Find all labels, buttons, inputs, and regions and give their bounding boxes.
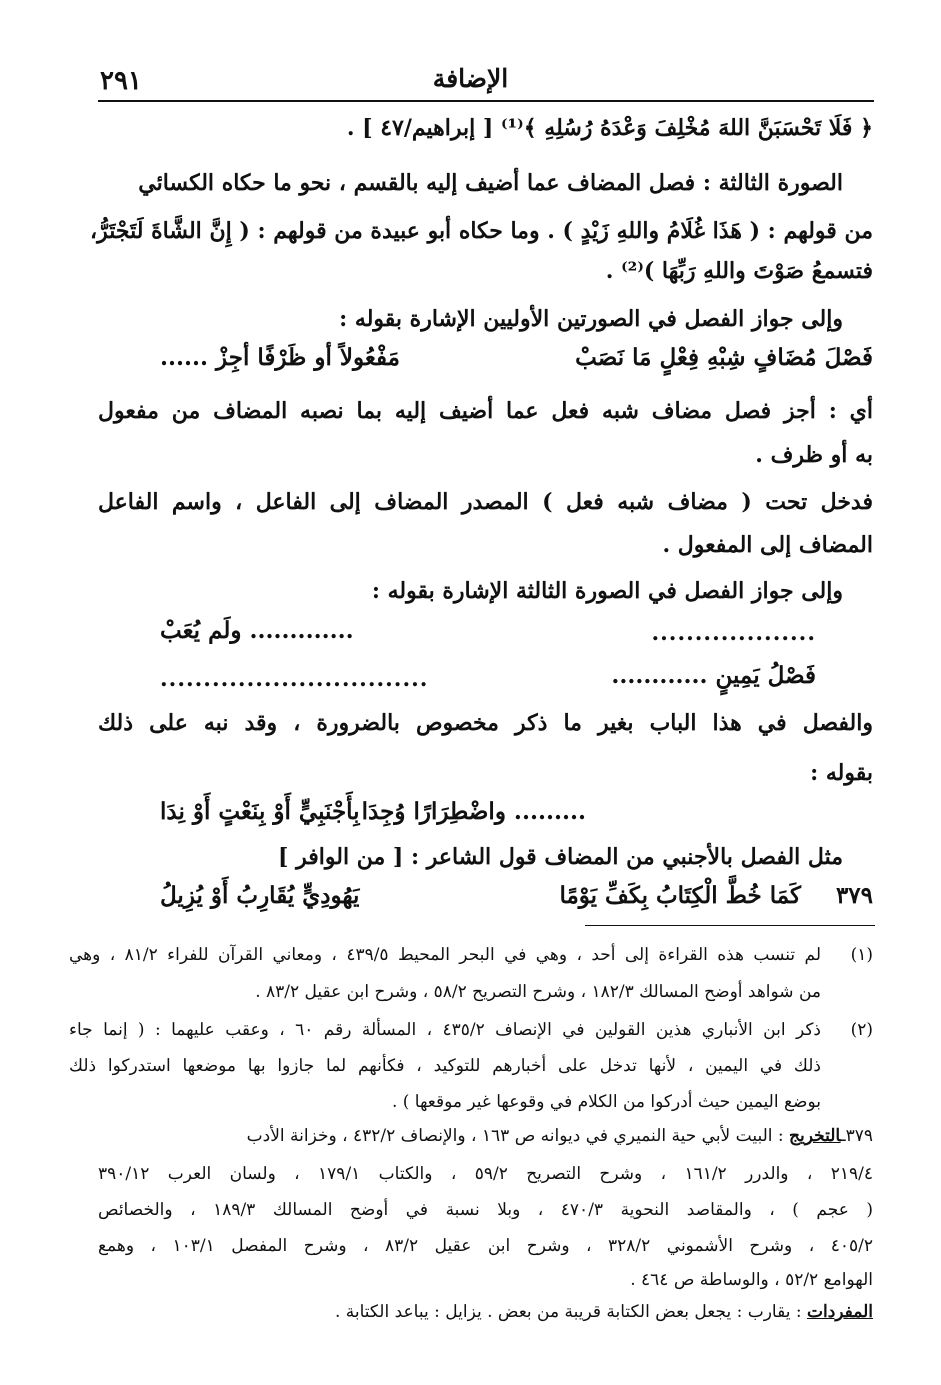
footnote-rule <box>585 925 875 926</box>
explanation-line-1: أي : أجز فصل مضاف شبه فعل عما أضيف إليه بما نصبه المضاف من مفعول <box>98 398 873 424</box>
footnote-1-line-1: لم تنسب هذه القراءة إلى أحد ، وهي في البحر المحيط ٤٣٩/٥ ، ومعاني القرآن للفراء ٨١/٢ ، وهي <box>69 945 821 965</box>
verse2a-second-hemistich: ............. ولَم يُعَبْ <box>160 617 354 644</box>
example-verse-number: ٣٧٩ <box>835 882 873 909</box>
page-number: ٢٩١ <box>100 66 142 96</box>
takhrij-line-5: الهوامع ٥٢/٢ ، والوساطة ص ٤٦٤ . <box>630 1270 873 1290</box>
takhrij-line-1 <box>247 1128 873 1145</box>
footnote-2-line-1: ذكر ابن الأنباري هذين القولين في الإنصاف ٤٣٥/٢ ، المسألة رقم ٦٠ ، وعقب عليهما : ( إنما جاء <box>69 1020 821 1040</box>
takhrij-line-2: ٢١٩/٤ ، والدرر ١٦١/٢ ، وشرح التصريح ٥٩/٢ ، والكتاب ١٧٩/١ ، ولسان العرب ٣٩٠/١٢ <box>98 1164 873 1184</box>
verse2b-first-hemistich: فَصْلُ يَمِينٍ ............ <box>611 662 816 689</box>
explanation-line-2: به أو ظرف . <box>755 442 873 468</box>
quran-citation: ﴿ فَلَا تَحْسَبَنَّ اللهَ مُخْلِفَ وَعْدَهُ رُسُلِهِ ﴾⁽¹⁾ [ إبراهيم/٤٧ ] . <box>346 115 873 141</box>
takhrij-label: التخريج <box>789 1126 841 1146</box>
takhrij-line-3: ( عجم ) ، والمقاصد النحوية ٤٧٠/٣ ، وبلا نسبة في أوضح المسالك ١٨٩/٣ ، والخصائص <box>98 1200 873 1220</box>
example-first-hemistich: كَمَا خُطَّ الْكِتَابُ بِكَفِّ يَوْمًا <box>559 882 801 909</box>
verse3-first-hemistich: ......... واضْطِرَارًا وُجِدَا <box>361 798 586 825</box>
form3-line-3: فتسمعُ صَوْتَ واللهِ رَبِّهَا )⁽²⁾ . <box>605 258 873 284</box>
footnote-2-line-2: ذلك في اليمين ، لأنها تدخل على أخبارهم للتوكيد ، فكأنهم لما جازوا بها موضعها استدركوا ذلك <box>69 1056 821 1076</box>
form3-line-1: الصورة الثالثة : فصل المضاف عما أضيف إليه بالقسم ، نحو ما حكاه الكسائي <box>138 170 843 196</box>
footnote-2-line-3: بوضع اليمين حيث أدركوا من الكلام في وقوعها غير موقعها ) . <box>391 1092 821 1112</box>
remark-line-1: والفصل في هذا الباب بغير ما ذكر مخصوص بالضرورة ، وقد نبه على ذلك <box>98 710 873 736</box>
verse1-second-hemistich: مَفْعُولاً أو ظَرْفًا أجِزْ ...... <box>160 344 400 371</box>
verse2a-first-hemistich: ................... <box>651 620 816 646</box>
footnote-1-number: (١) <box>850 945 873 965</box>
example-intro: مثل الفصل بالأجنبي من المضاف قول الشاعر : [ من الوافر ] <box>278 844 843 870</box>
takhrij-line-4: ٤٠٥/٢ ، وشرح الأشموني ٣٢٨/٢ ، وشرح ابن عقيل ٨٣/٢ ، وشرح المفصل ١٠٣/١ ، وهمع <box>98 1236 873 1256</box>
verse3-second-hemistich: بِأَجْنَبِيٍّ أَوْ بِنَعْتٍ أَوْ نِدَا <box>160 798 360 825</box>
verse1-intro: وإلى جواز الفصل في الصورتين الأوليين الإشارة بقوله : <box>339 306 843 332</box>
verse2-intro: وإلى جواز الفصل في الصورة الثالثة الإشارة بقوله : <box>371 578 843 604</box>
form3-line-2: من قولهم : ( هَذَا غُلَامُ واللهِ زَيْدٍ ) . وما حكاه أبو عبيدة من قولهم : ( إِنَّ الشَّاةَ لَتَجْتَرُّ، <box>90 218 873 244</box>
takhrij-number: ٣٧٩ـ <box>840 1126 873 1146</box>
inclusion-line-1: فدخل تحت ( مضاف شبه فعل ) المصدر المضاف إلى الفاعل ، واسم الفاعل <box>98 489 873 515</box>
mufradat-line <box>335 1304 873 1321</box>
example-second-hemistich: يَهُودِيٍّ يُقَارِبُ أَوْ يُزِيلُ <box>160 882 360 909</box>
footnote-2-number: (٢) <box>850 1020 873 1040</box>
mufradat-label: المفردات <box>806 1302 873 1322</box>
verse2b-second-hemistich: ............................... <box>160 666 429 692</box>
header-rule <box>98 100 874 102</box>
mufradat-text: : يقارب : يجعل بعض الكتابة قريبة من بعض . يزايل : يباعد الكتابة . <box>334 1302 802 1322</box>
footnote-1-line-2: من شواهد أوضح المسالك ١٨٢/٣ ، وشرح التصريح ٥٨/٢ ، وشرح ابن عقيل ٨٣/٢ . <box>255 982 821 1002</box>
remark-line-2: بقوله : <box>810 760 873 786</box>
chapter-title: الإضافة <box>432 64 509 93</box>
takhrij-text-1: : البيت لأبي حية النميري في ديوانه ص ١٦٣ ، والإنصاف ٤٣٢/٢ ، وخزانة الأدب <box>246 1126 784 1146</box>
verse1-first-hemistich: فَصْلَ مُضَافٍ شِبْهِ فِعْلٍ مَا نَصَبْ <box>575 344 873 371</box>
inclusion-line-2: المضاف إلى المفعول . <box>662 532 873 558</box>
